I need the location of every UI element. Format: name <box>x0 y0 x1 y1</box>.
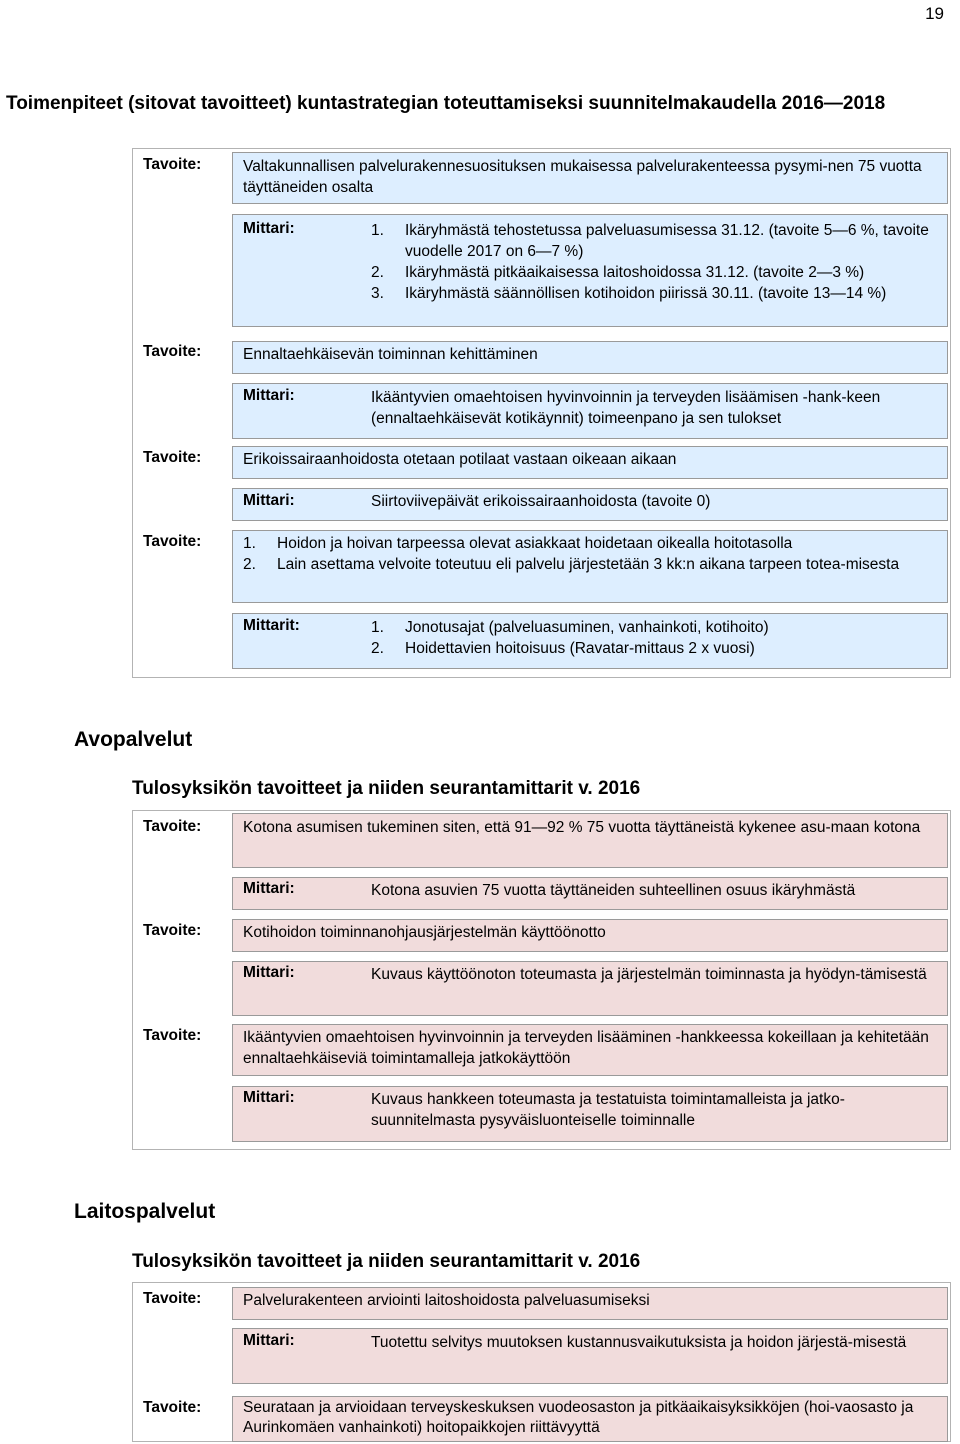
meter-text: Ikääntyvien omaehtoisen hyvinvoinnin ja terveyden lisäämisen -hank-keen (ennaltaehkäisevät kotikäynnit) toimeenpano ja sen tulokset <box>371 389 881 427</box>
list-item: 3. Ikäryhmästä säännöllisen kotihoidon piirissä 30.11. (tavoite 13—14 %) <box>371 285 887 302</box>
goal-label: Tavoite: <box>143 343 202 360</box>
section-title: Avopalvelut <box>74 728 193 751</box>
goal-box <box>232 530 948 603</box>
list-item: 2. Lain asettama velvoite toteutuu eli palvelu järjestetään 3 kk:n aikana tarpeen totea-misesta <box>243 556 900 573</box>
goal-text: Erikoissairaanhoidosta otetaan potilaat vastaan oikeaan aikaan <box>243 451 677 468</box>
meter-label: Mittarit: <box>243 617 300 634</box>
goal-box <box>232 152 948 204</box>
meter-box <box>232 214 948 327</box>
meter-label: Mittari: <box>243 880 295 897</box>
meter-box <box>232 1086 948 1142</box>
meter-text: Siirtoviivepäivät erikoissairaanhoidosta (tavoite 0) <box>371 493 711 510</box>
goal-text: Ikääntyvien omaehtoisen hyvinvoinnin ja terveyden lisääminen -hankkeessa kokeillaan ja kehitetään ennaltaehkäiseviä toimintamalleja jatkokäyttöön <box>243 1029 929 1067</box>
list-item: 1. Jonotusajat (palveluasuminen, vanhainkoti, kotihoito) <box>371 619 769 636</box>
goal-list <box>243 533 938 575</box>
goal-box <box>232 813 948 868</box>
meter-label: Mittari: <box>243 964 295 981</box>
section-subtitle: Tulosyksikön tavoitteet ja niiden seurantamittarit v. 2016 <box>132 1251 641 1272</box>
goal-box <box>232 1396 948 1442</box>
goal-box <box>232 1287 948 1320</box>
meter-box <box>232 877 948 910</box>
meter-label: Mittari: <box>243 387 295 404</box>
section-subtitle: Tulosyksikön tavoitteet ja niiden seurantamittarit v. 2016 <box>132 778 641 799</box>
goal-label: Tavoite: <box>143 533 202 550</box>
meter-text: Tuotettu selvitys muutoksen kustannusvaikutuksista ja hoidon järjestä-misestä <box>371 1334 907 1351</box>
goal-box <box>232 919 948 952</box>
meter-box <box>232 613 948 669</box>
goal-text: Valtakunnallisen palvelurakennesuosituksen mukaisessa palvelurakenteessa pysymi-nen 75 vuotta täyttäneiden osalta <box>243 158 922 196</box>
goal-label: Tavoite: <box>143 1399 202 1416</box>
meter-list <box>371 617 939 659</box>
list-item: 1. Hoidon ja hoivan tarpeessa olevat asiakkaat hoidetaan oikealla hoitotasolla <box>243 535 793 552</box>
meter-label: Mittari: <box>243 220 295 237</box>
goal-label: Tavoite: <box>143 1027 202 1044</box>
goal-text: Kotihoidon toiminnanohjausjärjestelmän käyttöönotto <box>243 924 606 941</box>
meter-label: Mittari: <box>243 1332 295 1349</box>
meter-label: Mittari: <box>243 492 295 509</box>
goal-label: Tavoite: <box>143 818 202 835</box>
goal-box <box>232 446 948 479</box>
meter-box <box>232 383 948 439</box>
meter-box <box>232 1328 948 1384</box>
meter-box <box>232 488 948 521</box>
goal-label: Tavoite: <box>143 449 202 466</box>
list-item: 1. Ikäryhmästä tehostetussa palveluasumisessa 31.12. (tavoite 5—6 %, tavoite vuodelle 2017 on 6—7 %) <box>371 222 929 260</box>
page-heading: Toimenpiteet (sitovat tavoitteet) kuntastrategian toteuttamiseksi suunnitelmakaudella 2016—2018 <box>6 93 886 114</box>
meter-label: Mittari: <box>243 1089 295 1106</box>
goal-label: Tavoite: <box>143 1290 202 1307</box>
meter-text: Kuvaus hankkeen toteumasta ja testatuista toimintamalleista ja jatko-suunnitelmasta pysyväisluonteiselle toiminnalle <box>371 1091 845 1129</box>
meter-list <box>371 220 939 304</box>
goal-text: Palvelurakenteen arviointi laitoshoidosta palveluasumiseksi <box>243 1292 650 1309</box>
goal-box <box>232 341 948 374</box>
meter-text: Kotona asuvien 75 vuotta täyttäneiden suhteellinen osuus ikäryhmästä <box>371 882 856 899</box>
goal-box <box>232 1024 948 1076</box>
list-item: 2. Ikäryhmästä pitkäaikaisessa laitoshoidossa 31.12. (tavoite 2—3 %) <box>371 264 865 281</box>
goal-text: Kotona asumisen tukeminen siten, että 91—92 % 75 vuotta täyttäneistä kykenee asu-maan kotona <box>243 819 921 836</box>
goal-text: Seurataan ja arvioidaan terveyskeskuksen vuodeosaston ja pitkäaikaisyksikköjen (hoi-vaosasto ja Aurinkomäen vanhainkoti) hoitopaikkojen riittävyyttä <box>243 1399 914 1436</box>
meter-text: Kuvaus käyttöönoton toteumasta ja järjestelmän toiminnasta ja hyödyn-tämisestä <box>371 966 927 983</box>
section-title: Laitospalvelut <box>74 1200 216 1223</box>
page-number: 19 <box>925 4 944 23</box>
goal-text: Ennaltaehkäisevän toiminnan kehittäminen <box>243 346 538 363</box>
list-item: 2. Hoidettavien hoitoisuus (Ravatar-mittaus 2 x vuosi) <box>371 640 755 657</box>
goal-label: Tavoite: <box>143 922 202 939</box>
meter-box <box>232 961 948 1016</box>
goal-label: Tavoite: <box>143 156 202 173</box>
